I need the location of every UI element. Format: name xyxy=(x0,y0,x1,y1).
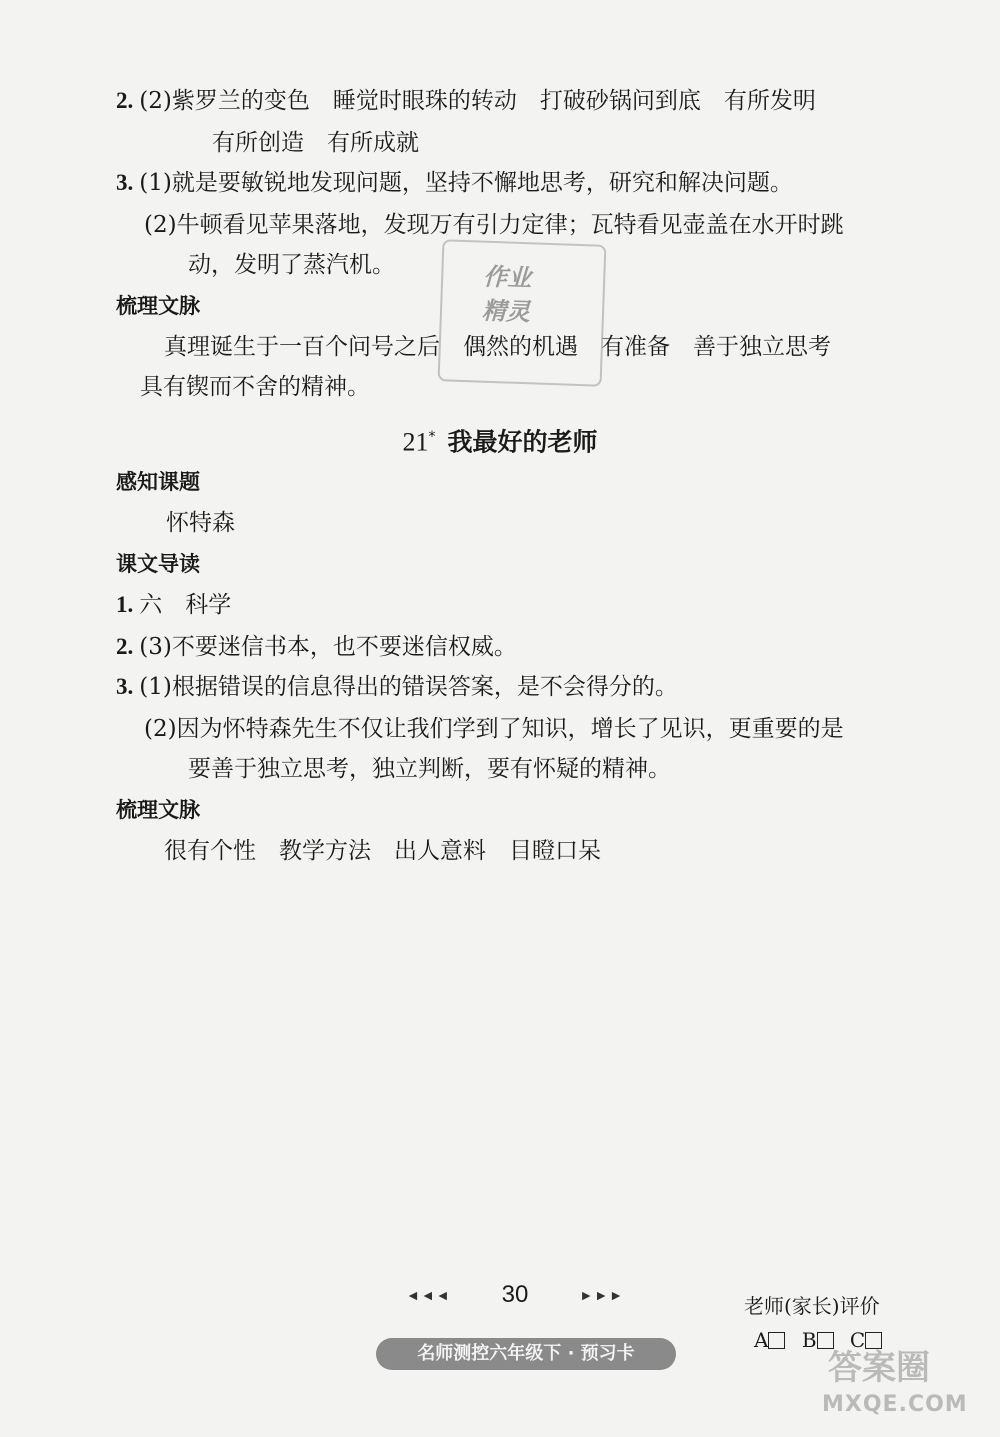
q2-text: (2)紫罗兰的变色 睡觉时眼珠的转动 打破砂锅问到底 有所发明 xyxy=(139,88,816,114)
guide-q3-line3: 要善于独立思考，独立判断，要有怀疑的精神。 xyxy=(188,756,671,782)
q3-text: (1)就是要敏锐地发现问题，坚持不懈地思考，研究和解决问题。 xyxy=(139,170,793,196)
guide-q2-number: 2. xyxy=(116,634,134,659)
evaluation-label: 老师(家长)评价 xyxy=(744,1294,880,1318)
guide-heading: 课文导读 xyxy=(116,552,200,576)
guide-q3-number: 3. xyxy=(116,674,134,699)
outline-heading-1: 梳理文脉 xyxy=(116,294,200,318)
q2-number: 2. xyxy=(116,88,134,113)
guide-q1 xyxy=(116,590,231,620)
arrows-left-icon: ◄◄◄ xyxy=(406,1287,451,1303)
q2-line2: 有所创造 有所成就 xyxy=(212,130,419,156)
perceive-answer: 怀特森 xyxy=(166,510,235,536)
grade-b-label: B xyxy=(801,1328,817,1352)
q3-line1 xyxy=(116,168,793,198)
q3-line2: (2)牛顿看见苹果落地，发现万有引力定律；瓦特看见壶盖在水开时跳 xyxy=(144,212,844,238)
grade-c-label: C xyxy=(849,1328,866,1352)
homework-stamp xyxy=(438,239,607,387)
q2-line1 xyxy=(116,86,816,116)
guide-q3-line2: (2)因为怀特森先生不仅让我们学到了知识，增长了见识，更重要的是 xyxy=(144,716,844,742)
lesson-title xyxy=(0,420,1000,459)
lesson-number: 21 xyxy=(402,427,429,457)
stamp-line1: 作业 xyxy=(482,262,532,293)
q3-number: 3. xyxy=(116,170,134,195)
grade-a-checkbox[interactable] xyxy=(768,1332,785,1349)
grade-a-label: A xyxy=(754,1328,769,1352)
outline-heading-2: 梳理文脉 xyxy=(116,798,200,822)
page-number-area xyxy=(400,1280,630,1310)
watermark-line1: 答案圈 xyxy=(828,1348,930,1388)
site-watermark xyxy=(818,1340,990,1428)
outline-line2: 具有锲而不舍的精神。 xyxy=(140,374,370,400)
guide-q3-text: (1)根据错误的信息得出的错误答案，是不会得分的。 xyxy=(139,674,678,700)
series-banner: 名师测控六年级下 · 预习卡 xyxy=(376,1338,676,1370)
guide-q2-text: (3)不要迷信书本，也不要迷信权威。 xyxy=(139,634,517,660)
lesson-name: 我最好的老师 xyxy=(447,427,598,457)
q3-line3: 动，发明了蒸汽机。 xyxy=(188,252,395,278)
lesson-mark: * xyxy=(428,429,436,445)
guide-q1-text: 六 科学 xyxy=(139,592,232,618)
outline-line1: 真理诞生于一百个问号之后 偶然的机遇 有准备 善于独立思考 xyxy=(164,334,831,360)
watermark-line2: MXQE.COM xyxy=(822,1392,968,1417)
guide-q2 xyxy=(116,632,517,662)
arrows-right-icon: ►►► xyxy=(579,1287,624,1303)
perceive-heading: 感知课题 xyxy=(116,470,200,494)
outline2-text: 很有个性 教学方法 出人意料 目瞪口呆 xyxy=(164,838,601,864)
page-number: 30 xyxy=(501,1281,529,1308)
stamp-line2: 精灵 xyxy=(481,296,531,327)
guide-q3-line1 xyxy=(116,672,678,702)
guide-q1-number: 1. xyxy=(116,592,134,617)
